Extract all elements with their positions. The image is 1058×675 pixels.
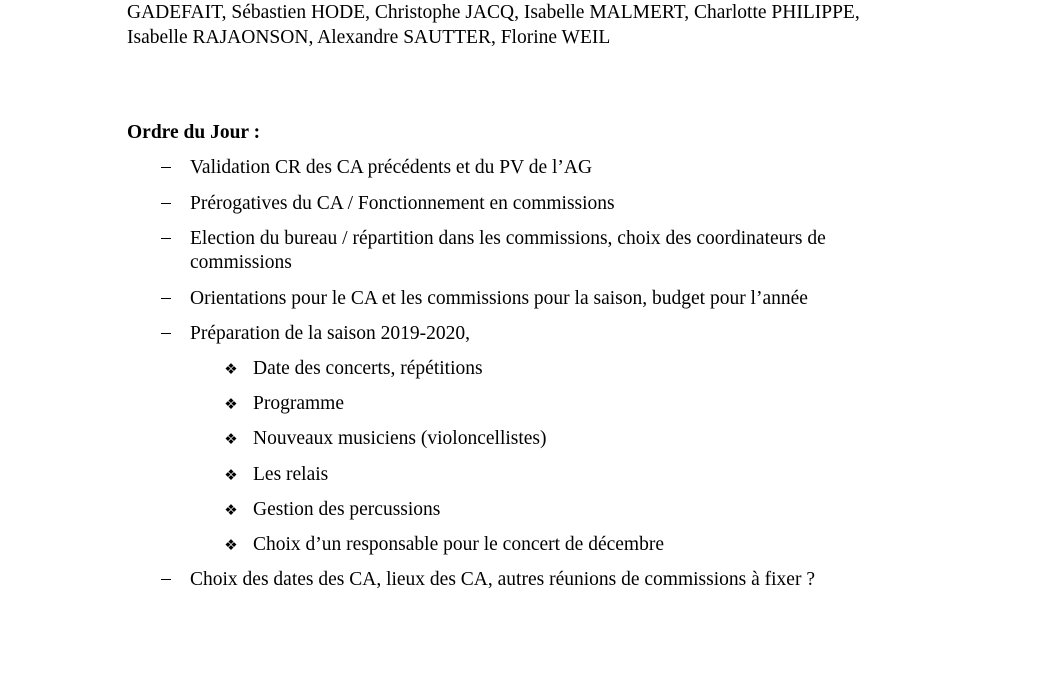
dash-bullet-icon: – — [161, 568, 171, 589]
agenda-item-text: Préparation de la saison 2019-2020, — [190, 323, 470, 344]
agenda-heading: Ordre du Jour : — [127, 122, 261, 143]
dash-bullet-icon: – — [161, 287, 171, 308]
agenda-subitem-text: Nouveaux musiciens (violoncellistes) — [253, 428, 547, 449]
agenda-subitem-text: Les relais — [253, 464, 329, 485]
diamond-bullet-icon: ❖ — [224, 360, 238, 378]
dash-bullet-icon: – — [161, 156, 171, 177]
diamond-bullet-icon: ❖ — [224, 501, 238, 519]
attendee-list — [127, 0, 947, 50]
agenda-item-text: Prérogatives du CA / Fonctionnement en commissions — [190, 193, 615, 214]
agenda-item-text: Validation CR des CA précédents et du PV de l’AG — [190, 157, 593, 178]
dash-bullet-icon: – — [161, 227, 171, 248]
agenda-subitem-text: Date des concerts, répétitions — [253, 358, 483, 379]
diamond-bullet-icon: ❖ — [224, 536, 238, 554]
diamond-bullet-icon: ❖ — [224, 430, 238, 448]
agenda-item-text: Election du bureau / répartition dans les commissions, choix des coordinateurs de commissions — [190, 228, 826, 273]
diamond-bullet-icon: ❖ — [224, 395, 238, 413]
agenda-subitem-text: Choix d’un responsable pour le concert de décembre — [253, 534, 664, 555]
agenda-item-text: Choix des dates des CA, lieux des CA, autres réunions de commissions à fixer ? — [190, 569, 815, 590]
agenda-subitem-text: Programme — [253, 393, 344, 414]
dash-bullet-icon: – — [161, 192, 171, 213]
agenda-subitem-text: Gestion des percussions — [253, 499, 441, 520]
attendee-line: Isabelle RAJAONSON, Alexandre SAUTTER, Florine WEIL — [127, 27, 611, 48]
dash-bullet-icon: – — [161, 322, 171, 343]
diamond-bullet-icon: ❖ — [224, 466, 238, 484]
attendee-line: GADEFAIT, Sébastien HODE, Christophe JACQ, Isabelle MALMERT, Charlotte PHILIPPE, — [127, 2, 860, 23]
agenda-item-text: Orientations pour le CA et les commissions pour la saison, budget pour l’année — [190, 288, 808, 309]
